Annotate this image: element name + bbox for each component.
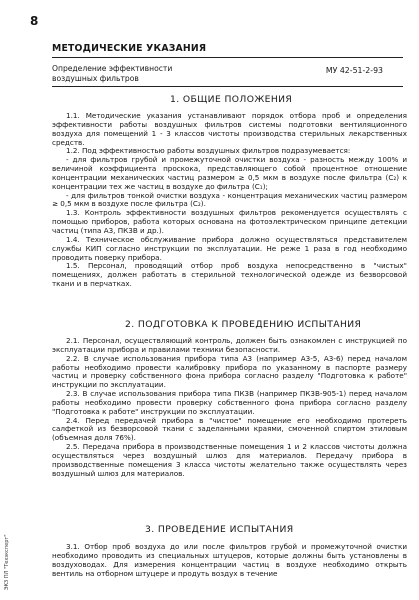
section-2-title: 2. ПОДГОТОВКА К ПРОВЕДЕНИЮ ИСПЫТАНИЯ [125, 319, 362, 330]
paragraph-3-1: 3.1. Отбор проб воздуха до или после фильтров грубой и промежуточной очистки необходимо проводить из специальных штуцеров, которые должны быть установлены в воздуховодах. Для измерения концентрации частиц в воздухе необходимо открыть вентиль на отборном штуцере и продуть воздух в течение [52, 542, 407, 578]
paragraph-1-4: 1.4. Техническое обслуживание прибора должно осуществляться представителем службы КИП согласно инструкции по эксплуатации. Не реже 1 раза в год необходимо проводить поверку прибора. [52, 234, 407, 262]
section-2-body [52, 337, 407, 479]
margin-stamp [4, 520, 13, 590]
header-subtitle [52, 64, 172, 83]
paragraph-1-2: 1.2. Под эффективностью работы воздушных фильтров подразумевается: [66, 146, 351, 156]
paragraph-1-1: 1.1. Методические указания устанавливают порядок отбора проб и определения эффективности работы воздушных фильтров системы подготовки вентиляционного воздуха для помещений 1 - 3 классов чистоты производства стерильных лекарственных средств. [52, 111, 407, 147]
header-subtitle-line2: воздушных фильтров [52, 73, 139, 83]
header-rule-top [52, 57, 403, 58]
header-title: МЕТОДИЧЕСКИЕ УКАЗАНИЯ [52, 43, 207, 54]
section-1-body [52, 112, 407, 289]
header-rule-bottom [52, 86, 403, 87]
paragraph-1-3: 1.3. Контроль эффективности воздушных фильтров рекомендуется осуществлять с помощью приборов, работа которых основана на фотоэлектрическом принципе детекции частиц (типа А3, ПК3В и др.). [52, 208, 407, 235]
margin-stamp-text: ЭКЗ ПЛ "Техэксперт" [4, 534, 10, 590]
paragraph-1-2a: - для фильтров грубой и промежуточной очистки воздуха - разность между 100% и величиной коэффициента проскока, представляющего собой процентное отношение концентрации механических частиц размером ≥ 0,5 мкм в воздухе после фильтра (C₂) к концентрации тех же частиц в воздухе до фильтра (C₁); [52, 155, 407, 191]
paragraph-2-5: 2.5. Передача прибора в производственные помещения 1 и 2 классов чистоты должна осуществляться через воздушный шлюз для материалов. Передачу прибора в производственные помещения 3 класса чистоты желательно также осуществлять через воздушный шлюз для материалов. [52, 442, 407, 478]
header-subtitle-line1: Определение эффективности [52, 64, 173, 73]
document-code: МУ 42-51-2-93 [325, 66, 383, 75]
paragraph-1-5: 1.5. Персонал, проводящий отбор проб воздуха непосредственно в "чистых" помещениях, должен работать в стерильной технологической одежде из безворсовой ткани и в перчатках. [52, 261, 407, 289]
paragraph-2-3: 2.3. В случае использования прибора типа ПК3В (например ПК3В-905-1) перед началом работы необходимо провести проверку собственного фона прибора согласно разделу "Подготовка к работе" инструкции по эксплуатации. [52, 389, 407, 416]
paragraph-1-2b: - для фильтров тонкой очистки воздуха - концентрация механических частиц размером ≥ 0,5 мкм в воздухе после фильтра (C₂). [52, 190, 407, 209]
paragraph-2-1: 2.1. Персонал, осуществляющий контроль, должен быть ознакомлен с инструкцией по эксплуатации прибора и правилами техники безопасности. [52, 336, 407, 354]
section-3-body [52, 543, 407, 578]
paragraph-2-4: 2.4. Перед передачей прибора в "чистое" помещение его необходимо протереть салфеткой из безворсовой ткани с заделанными краями, смоченной спиртом этиловым (объемная доля 76%). [52, 415, 407, 443]
section-3-title: 3. ПРОВЕДЕНИЕ ИСПЫТАНИЯ [145, 524, 294, 535]
section-1-title: 1. ОБЩИЕ ПОЛОЖЕНИЯ [170, 94, 293, 105]
page-number: 8 [30, 14, 39, 28]
paragraph-2-2: 2.2. В случае использования прибора типа А3 (например А3-5, А3-6) перед началом работы необходимо провести калибровку прибора по указанному в паспорте размеру частиц и проверку собственного фона прибора согласно разделу "Подготовка к работе" инструкции по эксплуатации. [52, 353, 407, 390]
